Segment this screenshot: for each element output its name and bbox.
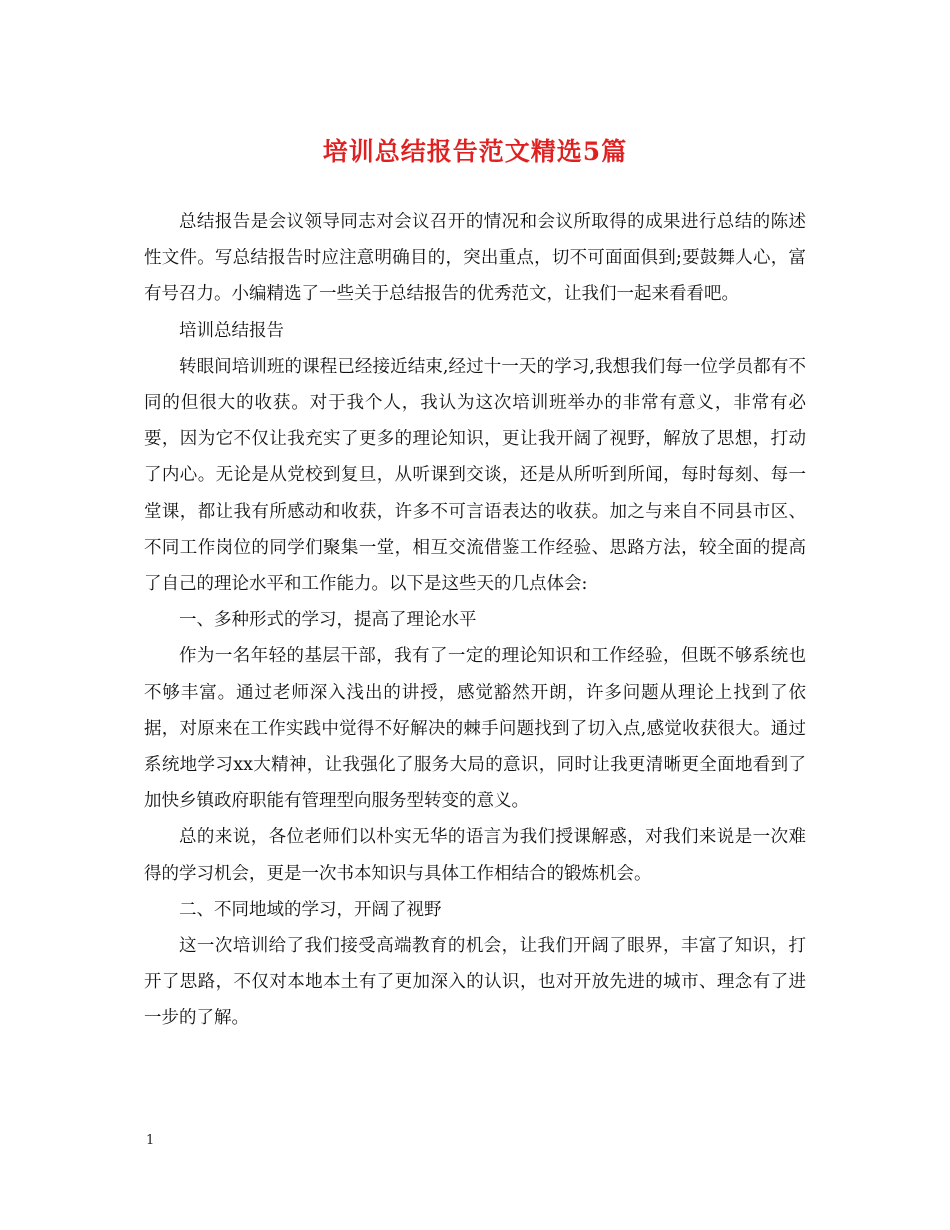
document-body (144, 204, 806, 1037)
section-heading-theory: 一、多种形式的学习，提高了理论水平 (179, 610, 477, 631)
page-number: 1 (146, 1133, 155, 1148)
body-paragraph: 总的来说，各位老师们以朴实无华的语言为我们授课解惑，对我们来说是一次难得的学习机会，更是一次书本知识与具体工作相结合的锻炼机会。 (144, 827, 806, 884)
section-heading-report: 培训总结报告 (179, 320, 284, 341)
intro-paragraph: 总结报告是会议领导同志对会议召开的情况和会议所取得的成果进行总结的陈述性文件。写总结报告时应注意明确目的，突出重点，切不可面面俱到;要鼓舞人心，富有号召力。小编精选了一些关于总结报告的优秀范文，让我们一起来看看吧。 (144, 212, 806, 305)
document-title: 培训总结报告范文精选5篇 (322, 137, 628, 166)
body-paragraph: 作为一名年轻的基层干部，我有了一定的理论知识和工作经验，但既不够系统也不够丰富。通过老师深入浅出的讲授，感觉豁然开朗，许多问题从理论上找到了依据，对原来在工作实践中觉得不好解决的棘手问题找到了切入点,感觉收获很大。通过系统地学习xx大精神，让我强化了服务大局的意识，同时让我更清晰更全面地看到了加快乡镇政府职能有管理型向服务型转变的意义。 (144, 646, 806, 812)
section-heading-vision: 二、不同地域的学习，开阔了视野 (179, 899, 442, 920)
body-paragraph: 转眼间培训班的课程已经接近结束,经过十一天的学习,我想我们每一位学员都有不同的但很大的收获。对于我个人，我认为这次培训班举办的非常有意义，非常有必要，因为它不仅让我充实了更多的理论知识，更让我开阔了视野，解放了思想，打动了内心。无论是从党校到复旦，从听课到交谈，还是从所听到所闻，每时每刻、每一堂课，都让我有所感动和收获，许多不可言语表达的收获。加之与来自不同县市区、不同工作岗位的同学们聚集一堂，相互交流借鉴工作经验、思路方法，较全面的提高了自己的理论水平和工作能力。以下是这些天的几点体会: (144, 356, 806, 595)
body-paragraph: 这一次培训给了我们接受高端教育的机会，让我们开阔了眼界，丰富了知识，打开了思路，不仅对本地本土有了更加深入的认识，也对开放先进的城市、理念有了进一步的了解。 (144, 936, 806, 1029)
